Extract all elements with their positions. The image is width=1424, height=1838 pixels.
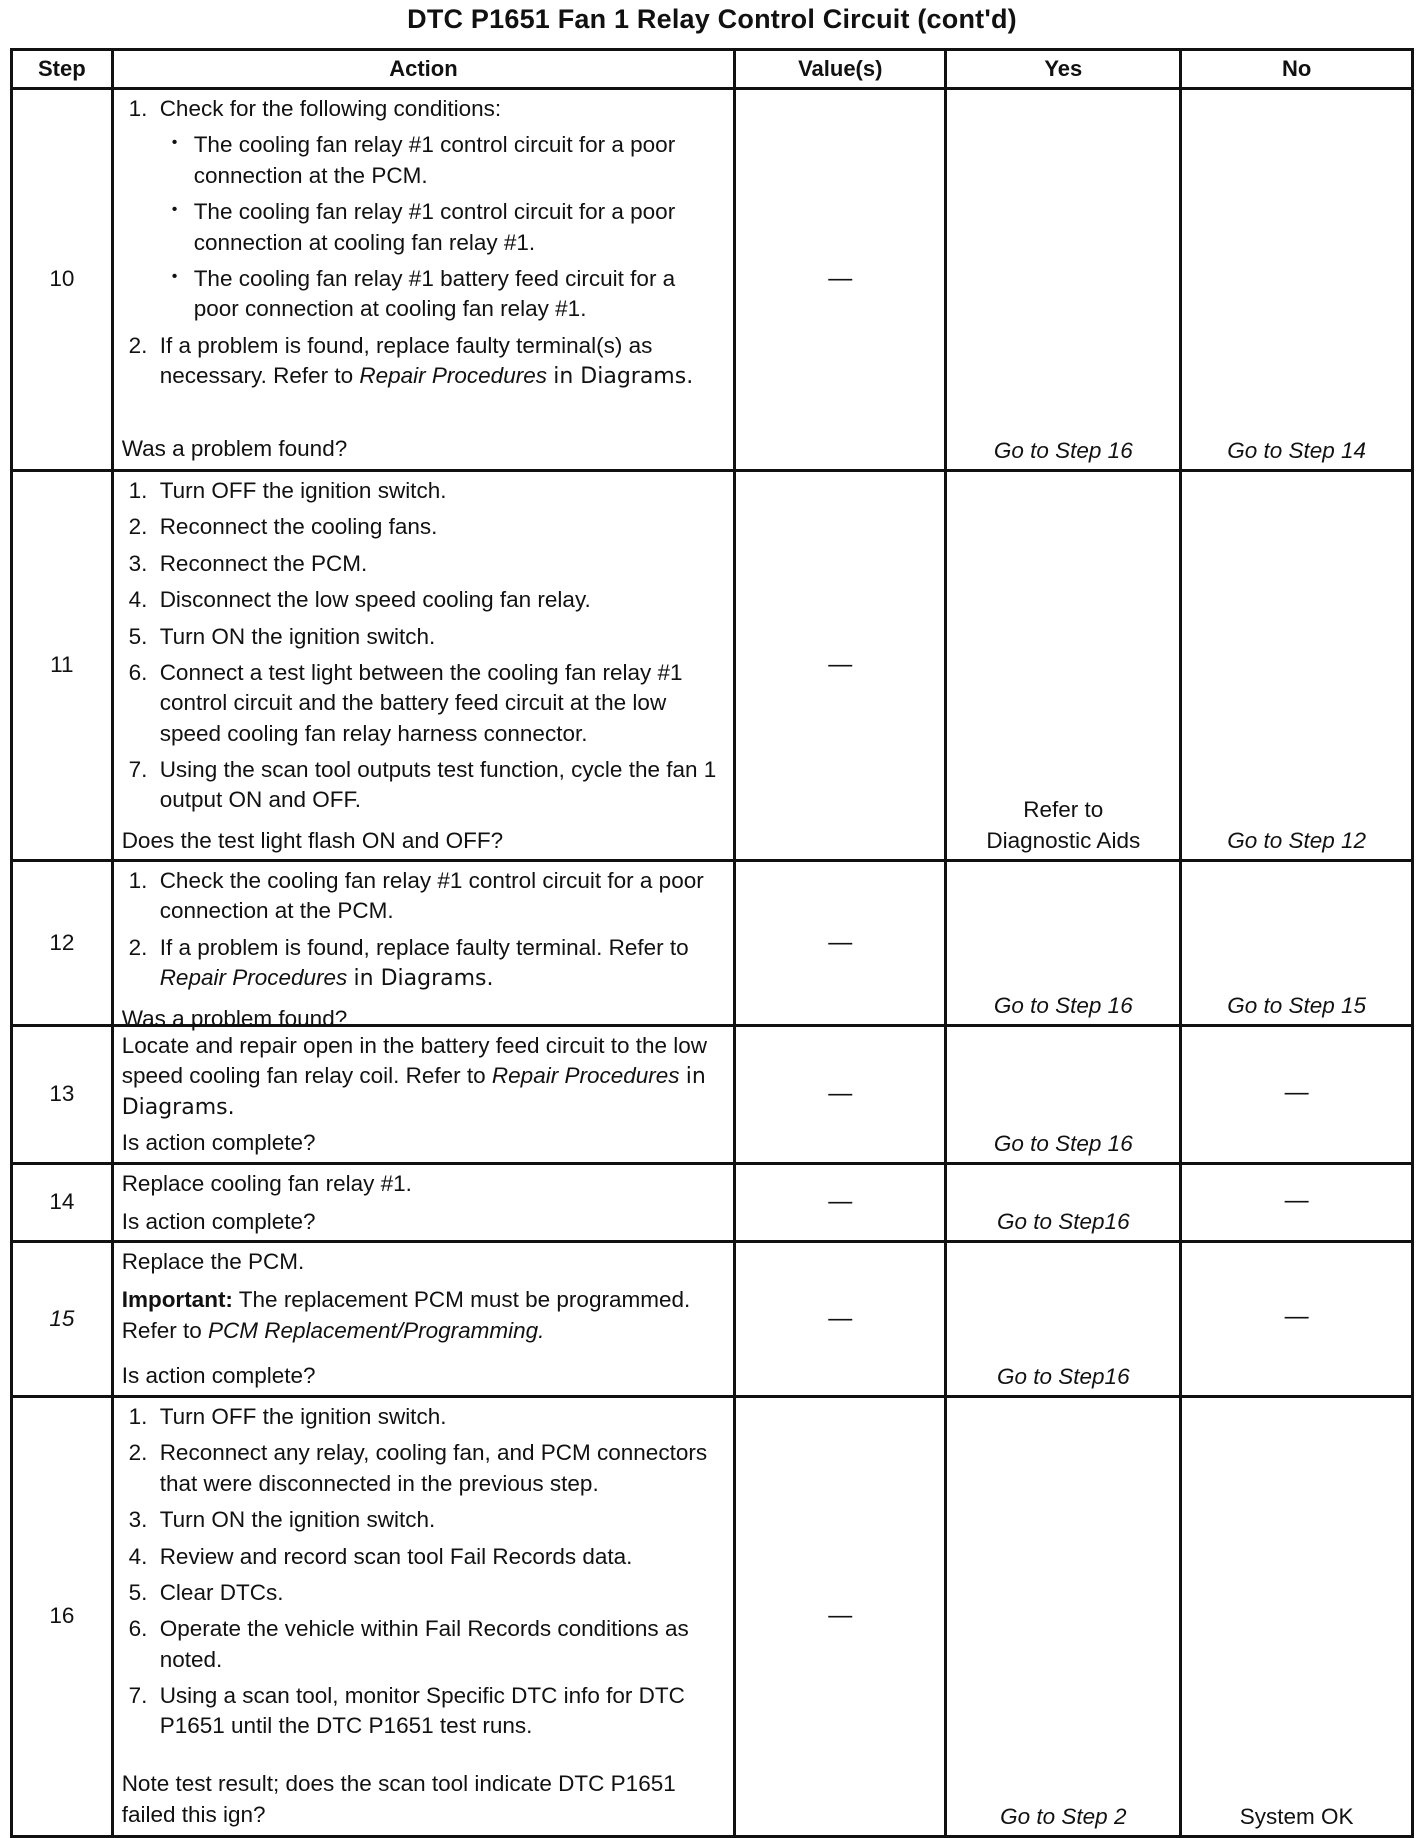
step-number: 14 xyxy=(12,1164,113,1242)
value-cell: — xyxy=(735,1164,946,1242)
action-step: 2. If a problem is found, replace faulty terminal(s) as necessary. Refer to Repair Procedures in Diagrams. xyxy=(154,331,726,392)
action-step: 2. If a problem is found, replace faulty terminal. Refer to Repair Procedures in Diagrams. xyxy=(154,933,726,994)
table-row-step-15 xyxy=(12,1242,1413,1397)
action-step: 2. Reconnect any relay, cooling fan, and PCM connectors that were disconnected in the previous step. xyxy=(154,1438,726,1499)
no-cell: — xyxy=(1181,1026,1413,1164)
question: Was a problem found? xyxy=(121,435,348,461)
header-no: No xyxy=(1181,50,1413,89)
pcm-programming-ref: PCM Replacement/Programming. xyxy=(208,1317,545,1343)
action-step: 1. Turn OFF the ignition switch. xyxy=(154,1402,726,1432)
diagnostic-table xyxy=(10,48,1414,1838)
action-step: 4. Disconnect the low speed cooling fan relay. xyxy=(154,585,726,615)
important-note: Important: The replacement PCM must be programmed. Refer to PCM Replacement/Programming. xyxy=(121,1287,691,1343)
action-steps xyxy=(122,476,726,822)
value-cell: — xyxy=(735,471,946,861)
action-step: 2. Reconnect the cooling fans. xyxy=(154,512,726,542)
question: Is action complete? xyxy=(121,1129,316,1155)
table-row-step-16 xyxy=(12,1397,1413,1837)
action-text: Replace cooling fan relay #1. xyxy=(121,1171,412,1196)
action-cell xyxy=(112,471,735,861)
action-steps xyxy=(122,1402,726,1748)
action-step: 7. Using a scan tool, monitor Specific DTC info for DTC P1651 until the DTC P1651 test runs. xyxy=(154,1681,726,1742)
no-cell: Go to Step 15 xyxy=(1181,861,1413,1026)
condition-item: • The cooling fan relay #1 battery feed circuit for a poor connection at cooling fan relay #1. xyxy=(190,264,726,325)
yes-cell: Go to Step 16 xyxy=(946,861,1181,1026)
header-step: Step xyxy=(12,50,113,89)
no-cell: Go to Step 12 xyxy=(1181,471,1413,861)
action-step: 5. Clear DTCs. xyxy=(154,1578,726,1608)
step-number: 13 xyxy=(12,1026,113,1164)
repair-procedures-ref: Repair Procedures xyxy=(491,1063,680,1089)
no-cell: — xyxy=(1181,1164,1413,1242)
action-step: 4. Review and record scan tool Fail Records data. xyxy=(154,1542,726,1572)
question: Note test result; does the scan tool indicate DTC P1651 failed this ign? xyxy=(121,1771,676,1827)
yes-cell: Go to Step16 xyxy=(946,1164,1181,1242)
page-title: DTC P1651 Fan 1 Relay Control Circuit (cont'd) xyxy=(407,4,1017,34)
action-cell xyxy=(112,1164,735,1242)
condition-item: • The cooling fan relay #1 control circuit for a poor connection at the PCM. xyxy=(190,130,726,191)
action-cell xyxy=(112,1397,735,1837)
question: Was a problem found? xyxy=(121,1005,348,1031)
action-step: 1. Check the cooling fan relay #1 control circuit for a poor connection at the PCM. xyxy=(154,866,726,927)
yes-line: Refer to xyxy=(1023,797,1104,823)
step-number: 15 xyxy=(12,1242,113,1397)
action-step: 1. Turn OFF the ignition switch. xyxy=(154,476,726,506)
action-step: 3. Turn ON the ignition switch. xyxy=(154,1505,726,1535)
value-cell: — xyxy=(735,89,946,471)
repair-procedures-ref: Repair Procedures xyxy=(359,363,547,388)
table-row-step-14 xyxy=(12,1164,1413,1242)
action-text: Replace the PCM. xyxy=(121,1249,305,1274)
yes-cell: Go to Step 16 xyxy=(946,89,1181,471)
action-steps xyxy=(122,94,726,398)
repair-procedures-ref: Repair Procedures xyxy=(159,965,348,991)
action-step: 6. Connect a test light between the cooling fan relay #1 control circuit and the battery feed circuit at the low speed cooling fan relay harness connector. xyxy=(154,658,726,749)
question: Does the test light flash ON and OFF? xyxy=(121,827,504,853)
value-cell: — xyxy=(735,1397,946,1837)
step-number: 10 xyxy=(12,89,113,471)
action-step: 7. Using the scan tool outputs test function, cycle the fan 1 output ON and OFF. xyxy=(154,755,726,816)
yes-cell: Go to Step 16 xyxy=(946,1026,1181,1164)
action-cell xyxy=(112,861,735,1031)
yes-cell: Go to Step16 xyxy=(946,1242,1181,1397)
yes-cell xyxy=(946,471,1181,861)
yes-cell: Go to Step 2 xyxy=(946,1397,1181,1837)
table-header-row xyxy=(12,50,1413,89)
no-cell: System OK xyxy=(1181,1397,1413,1837)
question: Is action complete? xyxy=(121,1208,316,1234)
table-row-step-11 xyxy=(12,471,1413,861)
question: Is action complete? xyxy=(121,1362,316,1388)
value-cell: — xyxy=(735,1026,946,1164)
value-cell: — xyxy=(735,861,946,1026)
action-step: 1. Check for the following conditions: • The cooling fan relay #1 control circuit for a poor connection at the PCM. • The cooling fan relay #1 control circuit for a poor connection at cooling fan relay #1. • The cooling fan relay #1 battery feed circuit for a poor connection at cooling fan relay #1. xyxy=(154,94,726,325)
action-step: 5. Turn ON the ignition switch. xyxy=(154,622,726,652)
value-cell: — xyxy=(735,1242,946,1397)
no-cell: Go to Step 14 xyxy=(1181,89,1413,471)
action-cell xyxy=(112,1242,735,1397)
step-number: 16 xyxy=(12,1397,113,1837)
action-step: 6. Operate the vehicle within Fail Records conditions as noted. xyxy=(154,1614,726,1675)
important-label: Important: xyxy=(121,1287,233,1313)
header-yes: Yes xyxy=(946,50,1181,89)
condition-list xyxy=(160,130,726,324)
header-values: Value(s) xyxy=(735,50,946,89)
step-number: 12 xyxy=(12,861,113,1026)
no-cell: — xyxy=(1181,1242,1413,1397)
action-cell xyxy=(112,1026,735,1164)
table-row-step-12 xyxy=(12,861,1413,1026)
action-text: Locate and repair open in the battery feed circuit to the low speed cooling fan relay coil. Refer to Repair Procedures in Diagrams. xyxy=(121,1033,708,1121)
header-action: Action xyxy=(112,50,735,89)
action-steps xyxy=(122,866,726,1000)
condition-item: • The cooling fan relay #1 control circuit for a poor connection at cooling fan relay #1. xyxy=(190,197,726,258)
table-row-step-13 xyxy=(12,1026,1413,1164)
action-step: 3. Reconnect the PCM. xyxy=(154,549,726,579)
action-cell xyxy=(112,89,735,471)
step-number: 11 xyxy=(12,471,113,861)
diagnostic-aids-ref: Diagnostic Aids xyxy=(986,827,1141,853)
table-row-step-10 xyxy=(12,89,1413,471)
